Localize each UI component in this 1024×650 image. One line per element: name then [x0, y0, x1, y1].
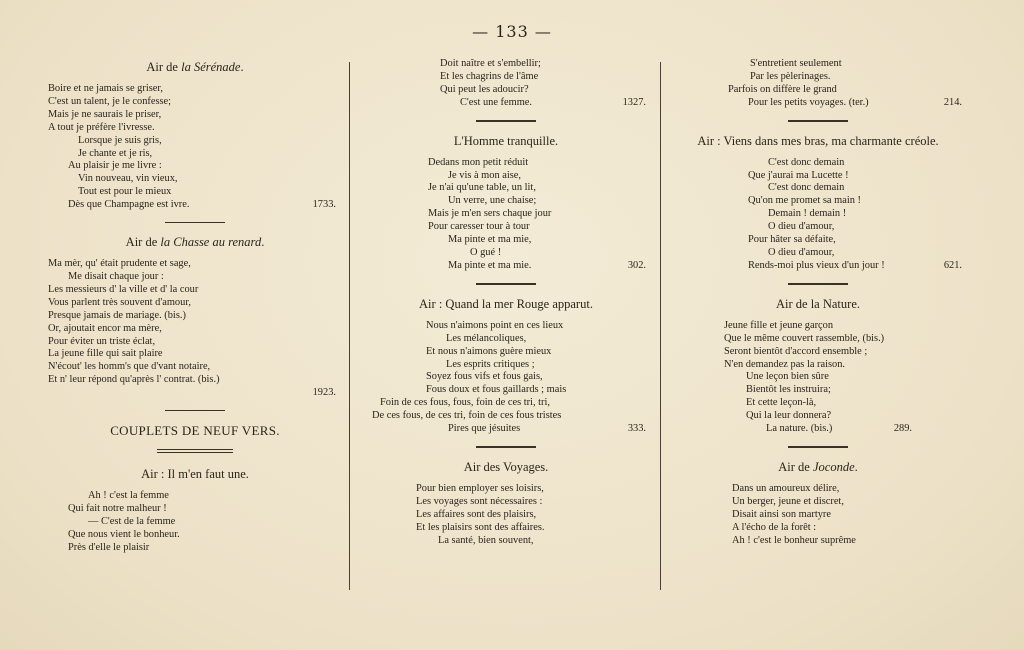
verse-line: Les mélancoliques, [446, 332, 527, 344]
verse-line: Ma mèr, qu' était prudente et sage, [48, 258, 191, 270]
verse-line: Un berger, jeune et discret, [732, 495, 844, 507]
ornament-rule [476, 283, 536, 285]
song-number: 1923. [312, 387, 336, 399]
column-right [668, 54, 968, 547]
song-title: Air de la Sérénade. [146, 60, 244, 74]
song-verse [360, 483, 652, 548]
verse-line: N'en demandez pas la raison. [724, 358, 846, 370]
verse-line: Vin nouveau, vin vieux, [78, 173, 178, 185]
song-verse [48, 258, 342, 400]
verse-line: Pour les petits voyages. (ter.) 214. [748, 96, 962, 108]
ornament-rule [476, 446, 536, 448]
verse-line: O gué ! [470, 246, 502, 258]
column-divider [349, 62, 350, 590]
verse-line: C'est donc demain [768, 182, 845, 194]
song-title: Air de la Nature. [776, 296, 860, 311]
ornament-rule [788, 446, 848, 448]
verse-line: La nature. (bis.) 289. [766, 423, 912, 435]
verse-line: Foin de ces fous, fous, foin de ces tri, tri, [380, 397, 550, 409]
verse-line: Pour éviter un triste éclat, [48, 335, 156, 347]
column-divider [660, 62, 661, 590]
page-number: — 133 — [472, 22, 552, 41]
verse-line: Les messieurs d' la ville et d' la cour [48, 283, 199, 295]
verse-line: Or, ajoutait encor ma mère, [48, 322, 162, 334]
verse-line: Que nous vient le bonheur. [68, 528, 180, 540]
verse-line: Parfois on diffère le grand [728, 83, 837, 95]
section-heading: COUPLETS DE NEUF VERS. [110, 423, 280, 439]
song-title: Air de la Chasse au renard. [125, 235, 265, 250]
verse-line: N'écout' les homm's que d'vant notaire, [48, 361, 211, 373]
verse-line: Mais je m'en sers chaque jour [428, 208, 552, 220]
verse-line: Et les plaisirs sont des affaires. [416, 521, 545, 533]
verse-line: Demain ! demain ! [768, 208, 847, 220]
verse-line: Au plaisir je me livre : [68, 160, 162, 172]
song-title: Air des Voyages. [463, 459, 549, 474]
verse-line: Rends-moi plus vieux d'un jour ! 621. [748, 259, 962, 271]
song-verse [668, 58, 968, 110]
verse-line: Lorsque je suis gris, [78, 134, 162, 146]
verse-line: Près d'elle le plaisir [68, 541, 150, 553]
verse-line: Les esprits critiques ; [446, 358, 535, 370]
verse-line: Et les chagrins de l'âme [440, 70, 539, 82]
verse-line: Pour hâter sa défaite, [748, 234, 836, 246]
verse-line: Dans un amoureux délire, [732, 482, 840, 494]
column-left [48, 54, 342, 555]
verse-line: Qu'on me promet sa main ! [748, 195, 861, 207]
verse-line: Mais je ne saurais le priser, [48, 108, 162, 120]
verse-line: Fous doux et fous gaillards ; mais [426, 384, 567, 396]
verse-line: Que j'aurai ma Lucette ! [748, 169, 849, 181]
verse-line: Boire et ne jamais se griser, [48, 83, 163, 94]
song-number: 1733. [312, 199, 336, 211]
song-title: Air : Viens dans mes bras, ma charmante créole. [697, 133, 939, 148]
verse-line: O dieu d'amour, [768, 246, 835, 258]
verse-line: Nous n'aimons point en ces lieux [426, 319, 564, 331]
verse-line: Je chante et je ris, [78, 147, 153, 159]
song-verse [668, 157, 968, 273]
verse-line: Ma pinte et ma mie. 302. [448, 259, 646, 271]
ornament-rule [165, 222, 225, 223]
verse-line: C'est donc demain [768, 156, 845, 168]
double-rule [157, 449, 233, 453]
verse-line: La santé, bien souvent, [438, 534, 534, 546]
verse-line: S'entretient seulement [750, 58, 842, 69]
verse-line: Ma pinte et ma mie, [448, 234, 532, 246]
verse-line: Les affaires sont des plaisirs, [416, 508, 537, 520]
ornament-rule [788, 120, 848, 122]
verse-line: Par les pèlerinages. [750, 70, 831, 82]
song-title: Air de Joconde. [778, 459, 858, 474]
song-number: 289. [893, 423, 912, 435]
verse-line: Dedans mon petit réduit [428, 156, 529, 168]
verse-line: C'est un talent, je le confesse; [48, 95, 172, 107]
verse-line: De ces fous, de ces tri, foin de ces fous tristes [372, 410, 562, 422]
verse-line: Qui fait notre malheur ! [68, 502, 167, 514]
verse-line: Une leçon bien sûre [746, 371, 829, 383]
verse-line: Qui la leur donnera? [746, 410, 832, 422]
verse-line: Me disait chaque jour : [68, 270, 164, 282]
song-number: 302. [627, 259, 646, 271]
verse-line: Les voyages sont nécessaires : [416, 495, 543, 507]
verse-line: Tout est pour le mieux [78, 186, 172, 198]
song-title: L'Homme tranquille. [453, 133, 559, 148]
verse-line: Dès que Champagne est ivre. 1733. [68, 199, 336, 211]
verse-line: Je n'ai qu'une table, un lit, [428, 182, 536, 194]
verse-line: Vous parlent très souvent d'amour, [48, 296, 191, 308]
verse-line: Presque jamais de mariage. (bis.) [48, 309, 186, 321]
verse-line: Et nous n'aimons guère mieux [426, 345, 552, 357]
verse-line: Ah ! c'est la femme [88, 490, 169, 502]
song-verse [668, 320, 968, 436]
ornament-rule [165, 410, 225, 411]
verse-line: Soyez fous vifs et fous gais, [426, 371, 543, 383]
verse-line: Pour caresser tour à tour [428, 221, 530, 233]
song-title: Air : Quand la mer Rouge apparut. [419, 296, 593, 311]
verse-line: O dieu d'amour, [768, 221, 835, 233]
verse-line: Et cette leçon-là, [746, 397, 817, 409]
column-middle [360, 54, 652, 547]
ornament-rule [476, 120, 536, 122]
song-verse [360, 320, 652, 436]
verse-line: Disait ainsi son martyre [732, 508, 831, 520]
verse-line: Un verre, une chaise; [448, 195, 537, 207]
verse-line: Et n' leur répond qu'après l' contrat. (bis.) [48, 374, 220, 386]
song-verse [48, 83, 342, 212]
song-verse [48, 490, 342, 555]
verse-line: Bientôt les instruira; [746, 384, 831, 396]
song-title: Air : Il m'en faut une. [141, 467, 249, 482]
verse-line: Que le même couvert rassemble, (bis.) [724, 332, 885, 344]
song-number: 1327. [622, 96, 646, 108]
verse-line: La jeune fille qui sait plaire [48, 348, 163, 360]
verse-line: Je vis à mon aise, [448, 169, 522, 181]
verse-line: Seront bientôt d'accord ensemble ; [724, 345, 868, 357]
verse-line: Ah ! c'est le bonheur suprême [732, 534, 856, 546]
verse-line: — C'est de la femme [88, 515, 176, 527]
song-number: 333. [627, 423, 646, 435]
ornament-rule [788, 283, 848, 285]
verse-line: C'est une femme. 1327. [460, 96, 646, 108]
song-verse [360, 157, 652, 273]
song-number: 214. [943, 96, 962, 108]
verse-line: Pires que jésuites 333. [448, 423, 646, 435]
verse-line: A tout je préfère l'ivresse. [48, 121, 155, 133]
verse-line: Doit naître et s'embellir; [440, 58, 541, 69]
verse-line: Qui peut les adoucir? [440, 83, 529, 95]
verse-line: Pour bien employer ses loisirs, [416, 482, 544, 494]
verse-line: Jeune fille et jeune garçon [724, 319, 834, 331]
song-number: 621. [943, 259, 962, 271]
song-verse [360, 58, 652, 110]
song-verse [668, 483, 968, 548]
verse-line: A l'écho de la forêt : [732, 521, 817, 533]
